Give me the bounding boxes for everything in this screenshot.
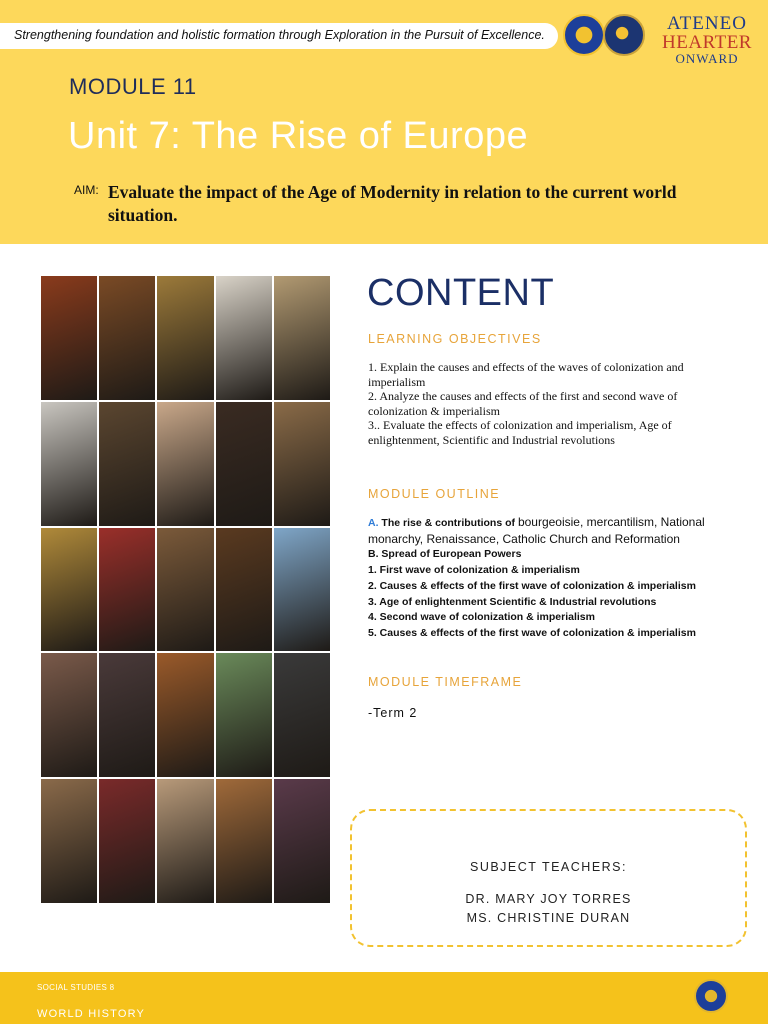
outline-normal-text: bourgeoisie, mercantilism, National <box>517 515 705 529</box>
teacher-name: DR. MARY JOY TORRES <box>465 892 632 906</box>
collage-image <box>41 276 97 400</box>
collage-image <box>274 402 330 526</box>
teacher-name: MS. CHRISTINE DURAN <box>466 911 631 925</box>
subject-teachers-heading: SUBJECT TEACHERS: <box>469 860 627 874</box>
outline-item: 4. Second wave of colonization & imperialism <box>368 611 595 624</box>
tagline-bar <box>0 23 558 49</box>
collage-image <box>216 276 272 400</box>
footer-band <box>0 972 768 1024</box>
collage-image <box>216 779 272 903</box>
module-label: MODULE 11 <box>69 74 197 99</box>
collage-image <box>157 779 213 903</box>
collage-image <box>216 402 272 526</box>
objective-item: 3.. Evaluate the effects of colonization and imperialism, Age of enlightenment, Scientific and Industrial revolutions <box>368 418 672 447</box>
collage-image <box>99 276 155 400</box>
brand-line3: ONWARD <box>675 51 739 66</box>
collage-image <box>99 402 155 526</box>
module-outline-list <box>368 515 728 642</box>
collage-image <box>157 276 213 400</box>
collage-image <box>274 276 330 400</box>
outline-letter: A. <box>368 517 379 529</box>
module-timeframe-heading: MODULE TIMEFRAME <box>368 675 523 689</box>
footer-course: WORLD HISTORY <box>37 1008 146 1020</box>
tagline: Strengthening foundation and holistic formation through Exploration in the Pursuit of Excellence. <box>14 28 545 42</box>
footer-seal-icon <box>694 979 728 1013</box>
collage-image <box>274 653 330 777</box>
learning-objectives-heading: LEARNING OBJECTIVES <box>368 332 542 346</box>
collage-image <box>274 779 330 903</box>
outline-item-a-cont: monarchy, Renaissance, Catholic Church and Reformation <box>368 531 680 546</box>
footer-subject: SOCIAL STUDIES 8 <box>37 983 115 992</box>
brand-logo <box>652 14 762 65</box>
collage-image <box>274 528 330 652</box>
collage-image <box>157 402 213 526</box>
outline-item: 5. Causes & effects of the first wave of colonization & imperialism <box>368 626 696 639</box>
outline-item: 3. Age of enlightenment Scientific & Industrial revolutions <box>368 595 657 608</box>
learning-objectives-list <box>368 360 708 447</box>
content-title: CONTENT <box>367 272 555 314</box>
collage-image <box>99 653 155 777</box>
collage-image <box>99 779 155 903</box>
unit-title: Unit 7: The Rise of Europe <box>68 115 529 157</box>
collage-image <box>99 528 155 652</box>
outline-item: 1. First wave of colonization & imperialism <box>368 564 580 577</box>
outline-item: 2. Causes & effects of the first wave of colonization & imperialism <box>368 579 696 592</box>
outline-bold-text: The rise & contributions of <box>378 517 518 529</box>
module-outline-heading: MODULE OUTLINE <box>368 487 501 501</box>
eagle-seal-icon <box>603 14 645 56</box>
collage-image <box>41 402 97 526</box>
outline-item: B. Spread of European Powers <box>368 548 522 561</box>
aim-text: Evaluate the impact of the Age of Modernity in relation to the current world situation. <box>108 182 677 225</box>
collage-image <box>157 653 213 777</box>
collage-image <box>41 779 97 903</box>
aim-label: AIM: <box>74 183 99 197</box>
brand-line2: HEARTER <box>662 32 752 53</box>
header-band <box>0 0 768 244</box>
objective-item: 1. Explain the causes and effects of the waves of colonization and imperialism <box>368 360 684 389</box>
image-collage <box>41 276 330 903</box>
collage-image <box>216 528 272 652</box>
school-seal-icon <box>563 14 605 56</box>
outline-item-a <box>368 515 728 532</box>
collage-image <box>157 528 213 652</box>
timeframe-value: -Term 2 <box>368 706 418 720</box>
brand-line1: ATENEO <box>667 13 747 34</box>
objective-item: 2. Analyze the causes and effects of the first and second wave of colonization & imperialism <box>368 389 678 418</box>
subject-teachers-box <box>350 809 747 947</box>
collage-image <box>41 653 97 777</box>
collage-image <box>41 528 97 652</box>
collage-image <box>216 653 272 777</box>
